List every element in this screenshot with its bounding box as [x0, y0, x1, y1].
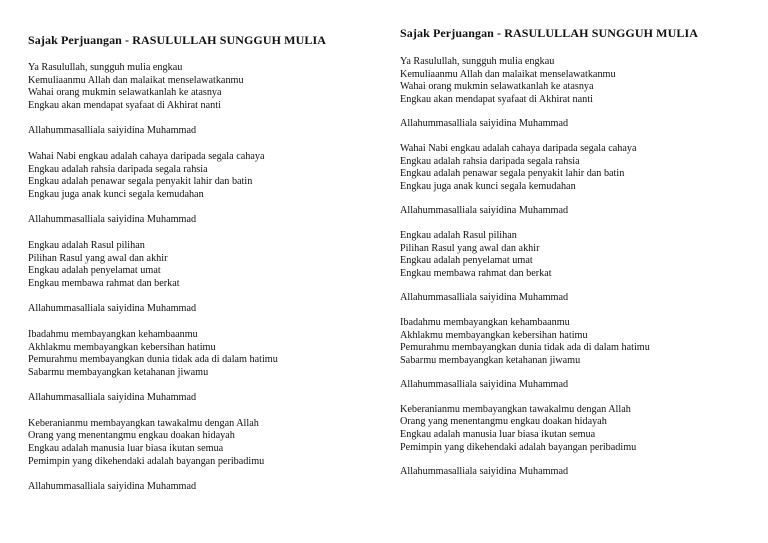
stanza-line: Engkau akan mendapat syafaat di Akhirat nanti [400, 93, 593, 105]
stanza-line: Engkau adalah Rasul pilihan [400, 229, 517, 241]
stanza-line: Keberanianmu membayangkan tawakalmu dengan Allah [400, 403, 631, 415]
stanza-line: Pemimpin yang dikehendaki adalah bayangan peribadimu [400, 441, 637, 453]
stanza-line: Pilihan Rasul yang awal dan akhir [400, 242, 540, 254]
stanza [28, 240, 400, 290]
refrain-line: Allahummasalliala saiyidina Muhammad [28, 392, 197, 404]
refrain-line: Allahummasalliala saiyidina Muhammad [400, 292, 569, 304]
stanza-line: Keberanianmu membayangkan tawakalmu dengan Allah [28, 417, 259, 429]
stanza-line: Pemimpin yang dikehendaki adalah bayangan peribadimu [28, 455, 265, 467]
refrain-line: Allahummasalliala saiyidina Muhammad [28, 125, 197, 137]
stanza-line: Kemuliaanmu Allah dan malaikat menselawatkanmu [28, 74, 244, 86]
stanza-line: Engkau adalah penyelamat umat [28, 265, 161, 277]
stanza-line: Orang yang menentangmu engkau doakan hidayah [28, 430, 235, 442]
poem-page-left [28, 33, 400, 507]
stanza-line: Kemuliaanmu Allah dan malaikat menselawatkanmu [400, 68, 616, 80]
poem-title: Sajak Perjuangan - RASULULLAH SUNGGUH MULIA [400, 26, 698, 40]
stanza-line: Akhlakmu membayangkan kebersihan hatimu [28, 341, 216, 353]
stanza-line: Engkau adalah penawar segala penyakit lahir dan batin [400, 168, 625, 180]
stanza-line: Ibadahmu membayangkan kehambaanmu [28, 328, 198, 340]
stanza-line: Sabarmu membayangkan ketahanan jiwamu [28, 366, 209, 378]
stanza-line: Ya Rasulullah, sungguh mulia engkau [400, 56, 555, 67]
stanza-line: Engkau adalah penyelamat umat [400, 255, 533, 267]
stanza-line: Akhlakmu membayangkan kebersihan hatimu [400, 329, 588, 341]
stanza-line: Pemurahmu membayangkan dunia tidak ada di dalam hatimu [400, 342, 650, 354]
stanza [400, 230, 768, 280]
stanza [28, 151, 400, 201]
stanza-line: Engkau juga anak kunci segala kemudahan [400, 180, 576, 192]
stanza-line: Wahai orang mukmin selawatkanlah ke atasnya [400, 81, 594, 93]
stanza-line: Engkau adalah manusia luar biasa ikutan semua [400, 429, 596, 441]
stanza-line: Ya Rasulullah, sungguh mulia engkau [28, 62, 183, 73]
stanza-line: Engkau adalah rahsia daripada segala rahsia [400, 155, 580, 167]
stanza-line: Ibadahmu membayangkan kehambaanmu [400, 316, 570, 328]
stanza [28, 62, 400, 112]
stanza-line: Engkau adalah manusia luar biasa ikutan semua [28, 443, 224, 455]
stanza-line: Pilihan Rasul yang awal dan akhir [28, 252, 168, 264]
stanza-line: Engkau akan mendapat syafaat di Akhirat nanti [28, 99, 221, 111]
stanza-line: Sabarmu membayangkan ketahanan jiwamu [400, 354, 581, 366]
stanza [400, 143, 768, 193]
stanza-line: Engkau adalah Rasul pilihan [28, 239, 145, 251]
stanza-line: Engkau membawa rahmat dan berkat [400, 267, 552, 279]
poem-title: Sajak Perjuangan - RASULULLAH SUNGGUH MULIA [28, 33, 326, 47]
stanza-line: Wahai orang mukmin selawatkanlah ke atasnya [28, 87, 222, 99]
stanza-line: Engkau membawa rahmat dan berkat [28, 277, 180, 289]
stanza-line: Engkau juga anak kunci segala kemudahan [28, 188, 204, 200]
refrain-line: Allahummasalliala saiyidina Muhammad [28, 303, 197, 315]
stanza-line: Orang yang menentangmu engkau doakan hidayah [400, 416, 607, 428]
stanza [400, 317, 768, 367]
stanza [28, 329, 400, 379]
stanza [28, 418, 400, 468]
poem-page-right [400, 26, 768, 491]
stanza-line: Engkau adalah rahsia daripada segala rahsia [28, 163, 208, 175]
stanza [400, 404, 768, 454]
stanza-line: Wahai Nabi engkau adalah cahaya daripada segala cahaya [28, 150, 265, 162]
refrain-line: Allahummasalliala saiyidina Muhammad [28, 214, 197, 226]
stanza-line: Pemurahmu membayangkan dunia tidak ada di dalam hatimu [28, 354, 278, 366]
stanza-line: Engkau adalah penawar segala penyakit lahir dan batin [28, 176, 253, 188]
refrain-line: Allahummasalliala saiyidina Muhammad [400, 466, 569, 478]
refrain-line: Allahummasalliala saiyidina Muhammad [400, 118, 569, 130]
stanza [400, 56, 768, 106]
refrain-line: Allahummasalliala saiyidina Muhammad [400, 205, 569, 217]
stanza-line: Wahai Nabi engkau adalah cahaya daripada segala cahaya [400, 142, 637, 154]
refrain-line: Allahummasalliala saiyidina Muhammad [28, 481, 197, 493]
refrain-line: Allahummasalliala saiyidina Muhammad [400, 379, 569, 391]
